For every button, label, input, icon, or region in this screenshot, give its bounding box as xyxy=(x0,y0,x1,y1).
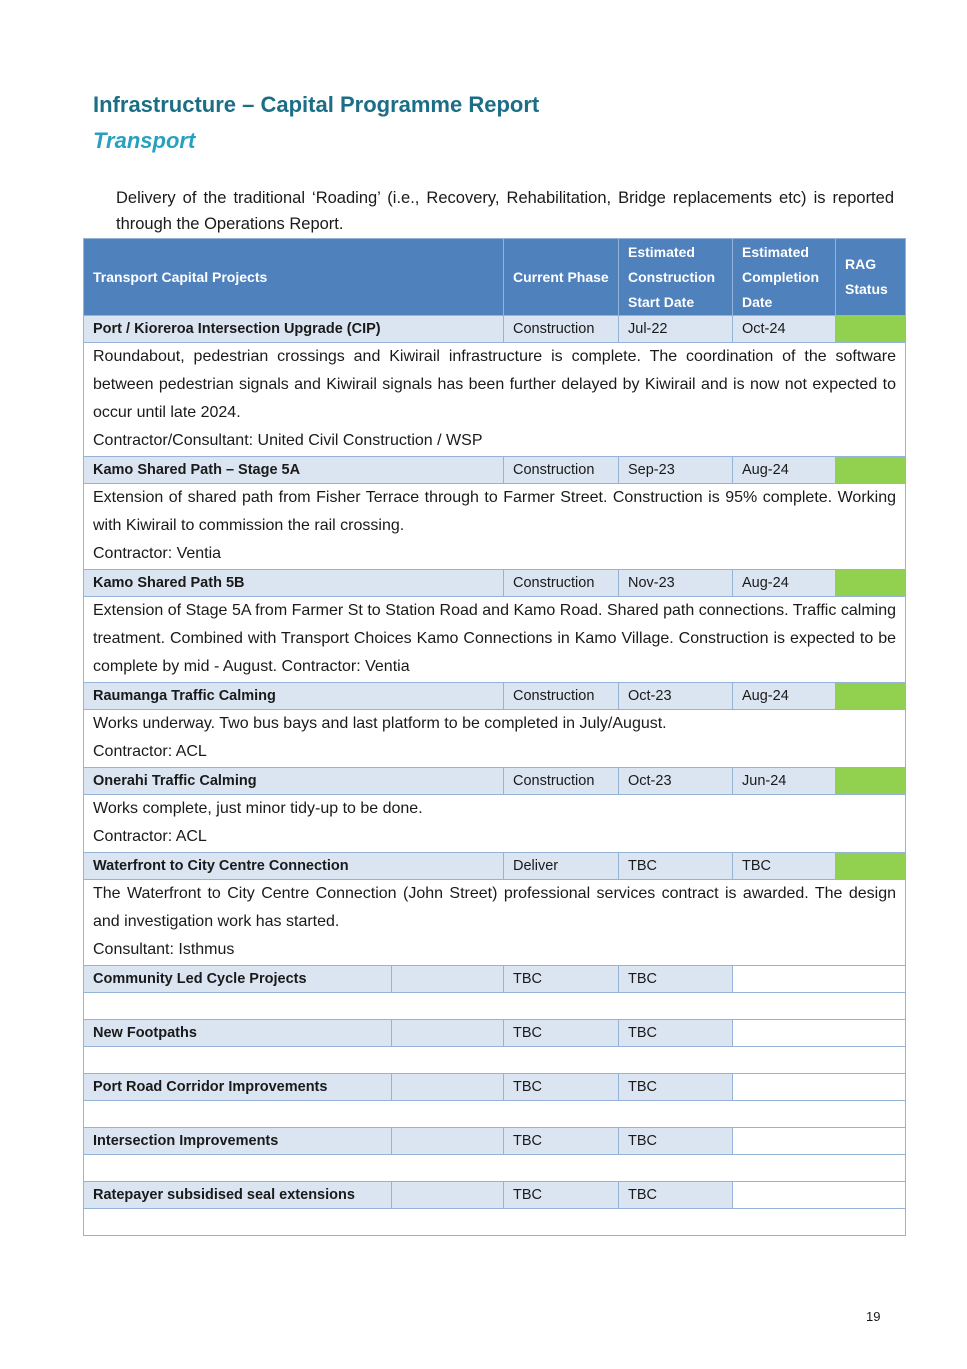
project-description xyxy=(84,993,906,1020)
project-description xyxy=(84,880,906,966)
project-description-row xyxy=(84,993,906,1020)
project-start-date: TBC xyxy=(504,1182,619,1209)
project-completion-date: TBC xyxy=(619,1020,733,1047)
table-body xyxy=(84,316,906,1236)
project-phase: Deliver xyxy=(504,853,619,880)
description-line: Contractor: ACL xyxy=(93,828,207,845)
project-completion-date: Aug-24 xyxy=(733,457,836,484)
description-line: Works underway. Two bus bays and last platform to be completed in July/August. xyxy=(93,715,667,732)
project-completion-date: Aug-24 xyxy=(733,683,836,710)
project-description xyxy=(84,1209,906,1236)
description-line: Consultant: Isthmus xyxy=(93,941,235,958)
project-description-row xyxy=(84,1047,906,1074)
project-name: New Footpaths xyxy=(84,1020,392,1047)
project-completion-date: TBC xyxy=(619,1074,733,1101)
project-description-row xyxy=(84,710,906,768)
rag-status-cell xyxy=(836,768,906,795)
rag-status-cell xyxy=(733,966,906,993)
description-line: Contractor: Ventia xyxy=(93,545,222,562)
project-start-date: TBC xyxy=(504,1020,619,1047)
description-line: Extension of shared path from Fisher Terrace through to Farmer Street. Construction is 95% complete. Working with Kiwirail to commission the rail crossing. xyxy=(93,489,896,534)
project-phase xyxy=(392,1020,504,1047)
project-description xyxy=(84,343,906,457)
project-row xyxy=(84,1182,906,1209)
project-completion-date: Aug-24 xyxy=(733,570,836,597)
project-start-date: Oct-23 xyxy=(619,768,733,795)
project-description-row xyxy=(84,484,906,570)
project-description-row xyxy=(84,880,906,966)
description-line: Extension of Stage 5A from Farmer St to Station Road and Kamo Road. Shared path connections. Traffic calming treatment. Combined with Transport Choices Kamo Connections in Kamo Village. Construction is expected to be complete by mid - August. Contractor: Ventia xyxy=(93,602,896,675)
project-phase: Construction xyxy=(504,768,619,795)
project-description-row xyxy=(84,795,906,853)
intro-paragraph: Delivery of the traditional ‘Roading’ (i.e., Recovery, Rehabilitation, Bridge replacements etc) is reported through the Operations Report. xyxy=(116,189,894,233)
project-name: Port / Kioreroa Intersection Upgrade (CIP) xyxy=(84,316,504,343)
project-name: Onerahi Traffic Calming xyxy=(84,768,504,795)
rag-status-cell xyxy=(733,1128,906,1155)
column-header-phase: Current Phase xyxy=(504,239,619,316)
project-phase xyxy=(392,1074,504,1101)
transport-projects-table xyxy=(83,238,906,1236)
project-description-row xyxy=(84,343,906,457)
description-line: Roundabout, pedestrian crossings and Kiwirail infrastructure is complete. The coordination of the software between pedestrian signals and Kiwirail signals has been further delayed by Kiwirail and is now not expected to occur until late 2024. xyxy=(93,348,896,421)
rag-status-cell xyxy=(733,1074,906,1101)
rag-status-cell xyxy=(836,683,906,710)
project-name: Ratepayer subsidised seal extensions xyxy=(84,1182,392,1209)
column-header-rag-status: RAG Status xyxy=(836,239,906,316)
project-phase: Construction xyxy=(504,457,619,484)
project-start-date: Nov-23 xyxy=(619,570,733,597)
project-name: Intersection Improvements xyxy=(84,1128,392,1155)
rag-status-cell xyxy=(836,853,906,880)
column-header-start-date: Estimated Construction Start Date xyxy=(619,239,733,316)
rag-status-cell xyxy=(836,457,906,484)
project-start-date: TBC xyxy=(619,853,733,880)
project-row xyxy=(84,1128,906,1155)
column-header-completion-date: Estimated Completion Date xyxy=(733,239,836,316)
project-completion-date: Oct-24 xyxy=(733,316,836,343)
project-description-row xyxy=(84,1101,906,1128)
table-header-row xyxy=(84,239,906,316)
project-description-row xyxy=(84,1209,906,1236)
project-phase xyxy=(392,1128,504,1155)
project-description-row xyxy=(84,597,906,683)
project-row xyxy=(84,1074,906,1101)
project-start-date: TBC xyxy=(504,966,619,993)
project-description xyxy=(84,710,906,768)
project-phase xyxy=(392,1182,504,1209)
project-name: Kamo Shared Path – Stage 5A xyxy=(84,457,504,484)
project-description xyxy=(84,1047,906,1074)
rag-status-cell xyxy=(733,1182,906,1209)
project-phase: Construction xyxy=(504,316,619,343)
project-phase xyxy=(392,966,504,993)
project-completion-date: Jun-24 xyxy=(733,768,836,795)
project-row xyxy=(84,683,906,710)
rag-status-cell xyxy=(836,570,906,597)
column-header-project: Transport Capital Projects xyxy=(84,239,504,316)
project-start-date: Sep-23 xyxy=(619,457,733,484)
description-line: Works complete, just minor tidy-up to be done. xyxy=(93,800,423,817)
project-description xyxy=(84,1101,906,1128)
project-row xyxy=(84,1020,906,1047)
section-subtitle: Transport xyxy=(93,128,196,153)
project-row xyxy=(84,768,906,795)
rag-status-cell xyxy=(733,1020,906,1047)
project-name: Community Led Cycle Projects xyxy=(84,966,392,993)
project-start-date: Oct-23 xyxy=(619,683,733,710)
project-start-date: TBC xyxy=(504,1128,619,1155)
description-line: Contractor/Consultant: United Civil Construction / WSP xyxy=(93,432,483,449)
project-start-date: Jul-22 xyxy=(619,316,733,343)
project-description xyxy=(84,597,906,683)
project-description xyxy=(84,484,906,570)
project-completion-date: TBC xyxy=(619,1128,733,1155)
project-name: Raumanga Traffic Calming xyxy=(84,683,504,710)
project-completion-date: TBC xyxy=(733,853,836,880)
page-number: 19 xyxy=(866,1309,881,1324)
description-line: Contractor: ACL xyxy=(93,743,207,760)
project-description xyxy=(84,795,906,853)
project-phase: Construction xyxy=(504,570,619,597)
project-description xyxy=(84,1155,906,1182)
project-completion-date: TBC xyxy=(619,1182,733,1209)
project-completion-date: TBC xyxy=(619,966,733,993)
project-row xyxy=(84,316,906,343)
project-start-date: TBC xyxy=(504,1074,619,1101)
project-name: Waterfront to City Centre Connection xyxy=(84,853,504,880)
project-row xyxy=(84,853,906,880)
project-name: Kamo Shared Path 5B xyxy=(84,570,504,597)
project-row xyxy=(84,457,906,484)
page-title: Infrastructure – Capital Programme Report xyxy=(93,92,540,117)
project-phase: Construction xyxy=(504,683,619,710)
project-name: Port Road Corridor Improvements xyxy=(84,1074,392,1101)
description-line: The Waterfront to City Centre Connection (John Street) professional services contract is awarded. The design and investigation work has started. xyxy=(93,885,896,930)
rag-status-cell xyxy=(836,316,906,343)
project-row xyxy=(84,966,906,993)
project-row xyxy=(84,570,906,597)
project-description-row xyxy=(84,1155,906,1182)
